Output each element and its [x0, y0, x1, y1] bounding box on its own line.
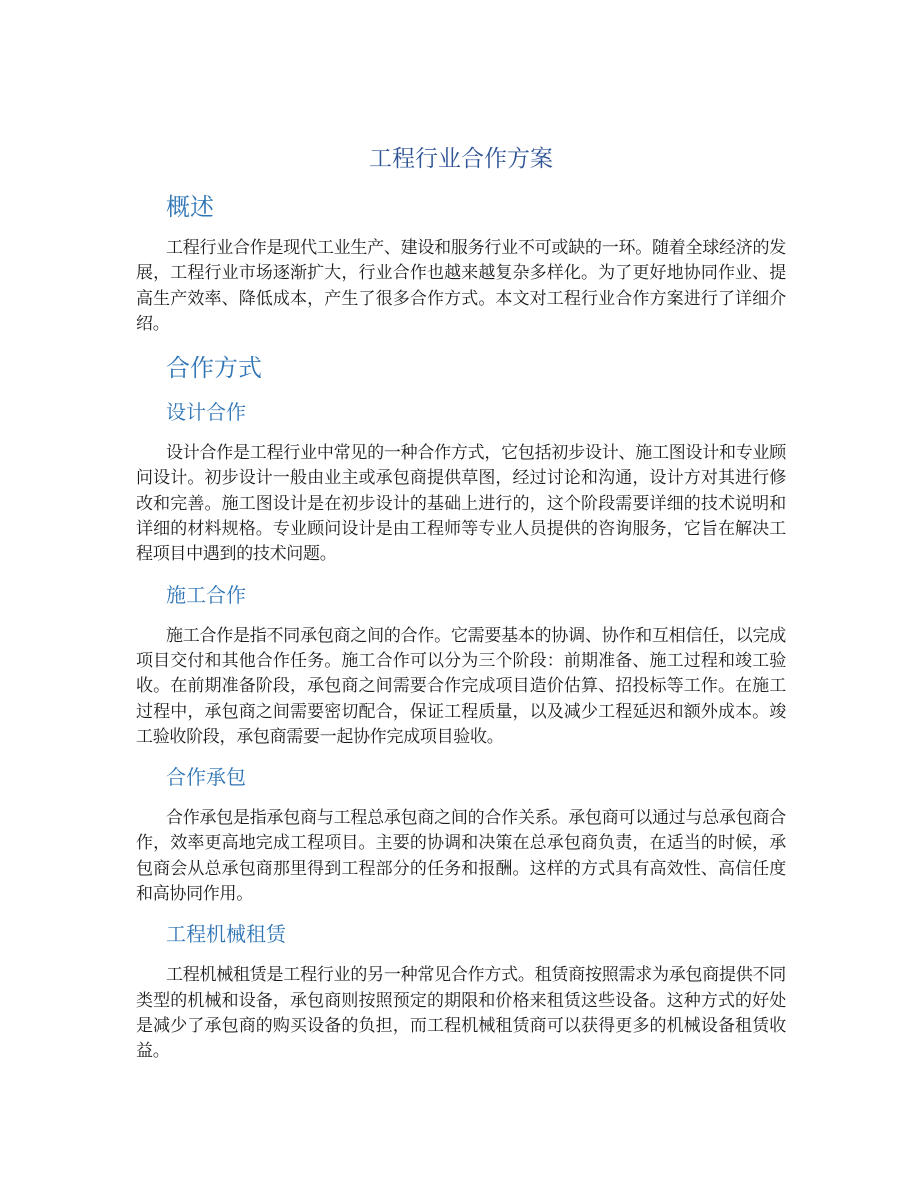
overview-paragraph: 工程行业合作是现代工业生产、建设和服务行业不可或缺的一环。随着全球经济的发展，工程行业市场逐渐扩大，行业合作也越来越复杂多样化。为了更好地协同作业、提高生产效率、降低成本，产生了很多合作方式。本文对工程行业合作方案进行了详细介绍。: [136, 238, 786, 334]
document-title: 工程行业合作方案: [369, 146, 553, 172]
document-body: [136, 142, 786, 1065]
design-cooperation-paragraph: 设计合作是工程行业中常见的一种合作方式，它包括初步设计、施工图设计和专业顾问设计。初步设计一般由业主或承包商提供草图，经过讨论和沟通，设计方对其进行修改和完善。施工图设计是在初步设计的基础上进行的，这个阶段需要详细的技术说明和详细的材料规格。专业顾问设计是由工程师等专业人员提供的咨询服务，它旨在解决工程项目中遇到的技术问题。: [136, 443, 786, 565]
joint-contracting-paragraph: 合作承包是指承包商与工程总承包商之间的合作关系。承包商可以通过与总承包商合作，效率更高地完成工程项目。主要的协调和决策在总承包商负责，在适当的时候，承包商会从总承包商那里得到工程部分的任务和报酬。这样的方式具有高效性、高信任度和高协同作用。: [136, 808, 786, 905]
section-heading-cooperation-methods: 合作方式: [166, 354, 262, 383]
subsection-heading-construction-cooperation: 施工合作: [166, 582, 246, 607]
subsection-heading-joint-contracting: 合作承包: [166, 765, 246, 790]
subsection-heading-machinery-leasing: 工程机械租赁: [166, 922, 286, 947]
section-heading-overview: 概述: [166, 193, 214, 221]
subsection-heading-design-cooperation: 设计合作: [166, 400, 246, 425]
construction-cooperation-paragraph: 施工合作是指不同承包商之间的合作。它需要基本的协调、协作和互相信任，以完成项目交付和其他合作任务。施工合作可以分为三个阶段：前期准备、施工过程和竣工验收。在前期准备阶段，承包商之间需要合作完成项目造价估算、招投标等工作。在施工过程中，承包商之间需要密切配合，保证工程质量，以及减少工程延迟和额外成本。竣工验收阶段，承包商需要一起协作完成项目验收。: [136, 625, 786, 747]
machinery-leasing-paragraph: 工程机械租赁是工程行业的另一种常见合作方式。租赁商按照需求为承包商提供不同类型的机械和设备，承包商则按照预定的期限和价格来租赁这些设备。这种方式的好处是减少了承包商的购买设备的负担，而工程机械租赁商可以获得更多的机械设备租赁收益。: [136, 965, 786, 1062]
